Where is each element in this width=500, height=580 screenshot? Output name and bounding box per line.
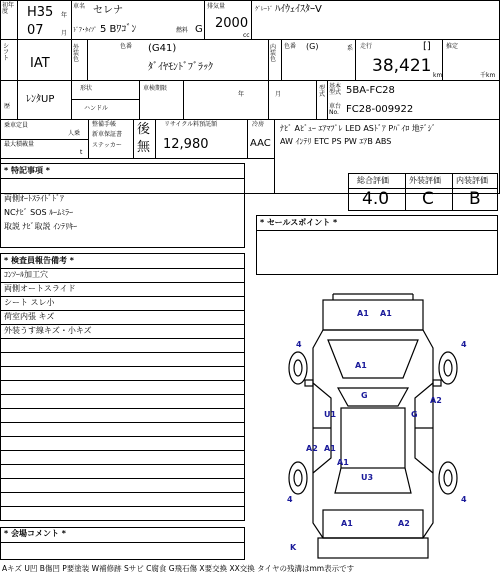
reg-year: H35	[27, 5, 54, 20]
ruled-line	[0, 506, 245, 507]
fuel-label: 燃料	[176, 27, 189, 34]
ruled-line	[0, 492, 245, 493]
ruled-line	[0, 282, 245, 283]
max-load-label: 最大積載量	[4, 141, 35, 148]
meeting-title: * 会場コメント *	[4, 529, 66, 538]
reg-month: 07	[27, 23, 44, 38]
shape-label: 形状	[80, 85, 93, 92]
max-load-unit: t	[80, 149, 83, 156]
mark-u1: U1	[324, 410, 337, 419]
tire-front-right	[439, 352, 457, 384]
rear-bumper	[318, 538, 428, 558]
ruled-line	[0, 380, 245, 381]
history-label: 歴	[4, 103, 11, 110]
inspection-box	[0, 253, 245, 521]
displacement: 2000	[215, 16, 249, 31]
interior-grade: B	[469, 189, 481, 209]
ruled-line	[0, 394, 245, 395]
inspection-line-3: シート スレ小	[4, 298, 55, 307]
frame-label: 車台No.	[329, 103, 342, 116]
ruled-line	[0, 408, 245, 409]
mileage: 38,421	[372, 56, 432, 76]
history: ﾚﾝﾀUP	[26, 94, 55, 105]
color-name: ﾀﾞｲﾔﾓﾝﾄﾞﾌﾞﾗｯｸ	[148, 62, 213, 73]
mark-rear-a2: A2	[398, 519, 410, 528]
inspection-line-5: 外装うす線キズ・小キズ	[4, 326, 92, 335]
equipment-line-1: ﾅﾋﾞ Aﾋﾞｭｰ ｴｱﾏﾌﾟﾚ LED ASﾄﾞｱ Pﾊﾟｲﾛ 地ﾃﾞｼﾞ	[280, 124, 436, 133]
recycle-fee: 12,980	[163, 137, 209, 152]
grade: ﾊｲｳｪｲｽﾀｰV	[275, 4, 322, 15]
door-type: 5 Bﾜｺﾞﾝ	[100, 24, 137, 35]
mark-rear-a1: A1	[341, 519, 353, 528]
mileage-unit: km	[433, 72, 443, 79]
reg-month-unit: 月	[61, 30, 68, 37]
sticker-label: ステッカー	[92, 142, 122, 149]
mark-tire-rl: 4	[287, 495, 293, 504]
overall-grade: 4.0	[362, 189, 390, 209]
ext-color-label: 外装色	[73, 44, 80, 63]
ruled-line	[0, 268, 245, 269]
exterior-grade-label: 外装評価	[409, 176, 441, 185]
mark-a2-right: A2	[430, 396, 442, 405]
inspection-line-4: 荷室内張 キズ	[4, 312, 55, 321]
inspection-line-2: 両側オートスライド	[4, 284, 76, 293]
displacement-unit: cc	[243, 32, 250, 39]
mileage-bracket: []	[423, 41, 431, 52]
ruled-line	[0, 436, 245, 437]
mark-tire-fr: 4	[461, 340, 467, 349]
ruled-line	[0, 338, 245, 339]
handle-label: ハンドル	[84, 105, 109, 112]
mark-g-right: G	[411, 410, 418, 419]
features-box	[0, 163, 245, 248]
manual-value: 後	[137, 122, 151, 137]
reg-year-unit: 年	[61, 12, 68, 19]
expiry-month-label: 月	[275, 91, 282, 98]
int-color-system: 系	[347, 45, 354, 52]
model-sub-label: 基本型式	[329, 83, 342, 96]
estimated-unit: 千km	[480, 72, 496, 79]
expiry-year-label: 年	[238, 91, 245, 98]
car-diagram	[283, 288, 473, 563]
doors-label: ﾄﾞｱ･ﾀｲﾌﾟ	[73, 27, 98, 34]
sales-point-title: * セールスポイント *	[260, 218, 338, 227]
ruled-line	[0, 310, 245, 311]
ruled-line	[0, 366, 245, 367]
estimated-label: 推定	[446, 43, 459, 50]
capacity-label: 乗車定員	[4, 122, 29, 129]
ruled-line	[0, 324, 245, 325]
damage-legend: Aキズ U凹 B傷凹 P要塗装 W補修跡 Sサビ C腐食 G飛石傷 X要交換 XX交換 タイヤの残溝はmm表示です	[2, 564, 355, 573]
exterior-grade: C	[422, 189, 434, 209]
features-title: * 特記事項 *	[4, 166, 50, 175]
front-bumper	[323, 300, 423, 330]
mileage-label: 走行	[360, 43, 373, 50]
ruled-line	[0, 352, 245, 353]
tire-front-left	[289, 352, 307, 384]
frame-number: FC28-009922	[346, 104, 414, 115]
inspection-line-1: ｺﾝｿｰﾙ加工穴	[4, 270, 48, 279]
model-label: 型式	[319, 85, 326, 98]
sticker-value: 無	[137, 140, 151, 155]
ruled-line	[0, 296, 245, 297]
int-color-code: (G)	[306, 42, 319, 51]
mark-front-a1-left: A1	[357, 309, 369, 318]
displacement-label: 排気量	[207, 3, 226, 10]
ac-label: 冷房	[252, 121, 265, 128]
ruled-line	[0, 464, 245, 465]
mark-a2-left: A2	[306, 444, 318, 453]
warranty-label: 新車保証書	[92, 131, 123, 138]
mark-tire-fl: 4	[296, 340, 302, 349]
feature-line-2: NCﾅﾋﾞ SOS ﾙｰﾑﾐﾗｰ	[4, 208, 74, 217]
tire-rear-right	[439, 462, 457, 494]
mark-windshield-g: G	[361, 391, 368, 400]
fuel: G	[195, 24, 203, 35]
interior-grade-label: 内装評価	[456, 176, 488, 185]
manual-label: 整備手帳	[92, 121, 117, 128]
ruled-line	[0, 478, 245, 479]
color-code: (G41)	[148, 43, 177, 54]
mark-tire-rr: 4	[461, 495, 467, 504]
mark-front-a1-right: A1	[380, 309, 392, 318]
feature-line-3: 取説 ﾅﾋﾞ取説 ｲﾝﾃﾘｷｰ	[4, 222, 78, 231]
inspection-title: * 検査員報告備考 *	[4, 256, 74, 265]
ruled-line	[0, 450, 245, 451]
capacity-unit: 人乗	[68, 130, 81, 137]
car-name-label: 車名	[73, 3, 86, 10]
mark-k: K	[290, 543, 297, 552]
ruled-line	[0, 422, 245, 423]
shift-label: シフト	[3, 43, 10, 62]
model: 5BA-FC28	[346, 85, 395, 96]
overall-grade-label: 総合評価	[357, 176, 389, 185]
feature-line-1: 両側ｵｰﾄｽﾗｲﾄﾞﾄﾞｱ	[4, 194, 64, 203]
first-reg-label: 初年度	[2, 2, 15, 15]
mark-hood-a1: A1	[355, 361, 367, 370]
int-color-label: 内装色	[270, 44, 277, 63]
grade-label: ｸﾞﾚｰﾄﾞ	[255, 6, 274, 13]
recycle-label: リサイクル料預託額	[164, 121, 218, 128]
inspection-expiry-label: 車検期限	[143, 85, 168, 92]
color-code-label: 色番	[120, 43, 133, 50]
ac-type: AAC	[250, 138, 271, 149]
tire-rear-left	[289, 462, 307, 494]
int-color-code-label: 色番	[284, 43, 297, 50]
mark-a1-lower: A1	[337, 458, 349, 467]
car-name: セレナ	[93, 5, 123, 16]
equipment-line-2: AW ｲﾝﾃﾘ ETC PS PW ｴｱB ABS	[280, 137, 392, 146]
shift: IAT	[30, 56, 50, 71]
mark-a1-left-side: A1	[324, 444, 336, 453]
mark-u3: U3	[361, 473, 374, 482]
